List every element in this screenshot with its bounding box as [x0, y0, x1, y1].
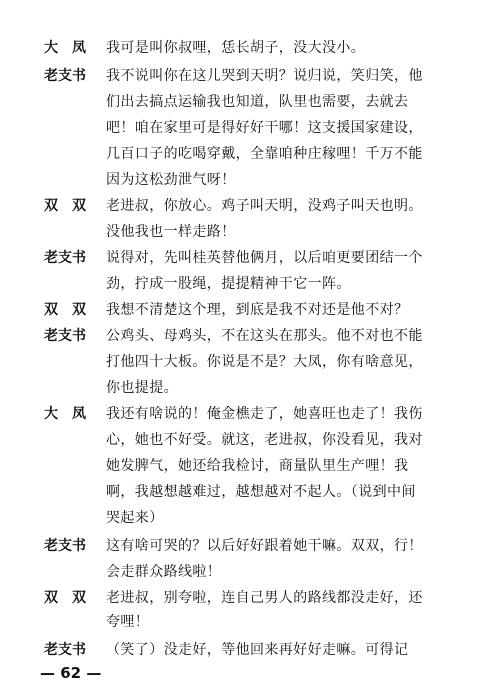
dialogue-text: 她发脾气，她还给我检讨，商量队里生产哩！我 [106, 458, 409, 474]
script-line [0, 38, 487, 58]
dialogue-text: 说得对，先叫桂英替他俩月，以后咱更要团结一个 [106, 250, 423, 266]
script-line [0, 118, 487, 138]
script-line [0, 456, 487, 476]
dialogue-text: 哭起来） [106, 510, 164, 526]
speaker-name: 老支书 [44, 250, 86, 266]
dialogue-text: 啊，我越想越难过，越想越对不起人。（说到中间 [106, 484, 416, 500]
script-line [0, 300, 487, 320]
dialogue-text: 你也提提。 [106, 380, 178, 396]
dialogue-text: 劲，拧成一股绳，提提精神干它一阵。 [106, 276, 351, 292]
dialogue-text: 老进叔，你放心。鸡子叫天明，没鸡子叫天也明。 [106, 198, 423, 214]
dialogue-text: 因为这松劲泄气呀！ [106, 172, 236, 188]
dialogue-text: 几百口子的吃喝穿戴，全靠咱种庄稼哩！千万不能 [106, 146, 423, 162]
script-line [0, 508, 487, 528]
script-line [0, 588, 487, 608]
dialogue-text: 夸哩！ [106, 614, 150, 630]
speaker-name: 大 凤 [44, 406, 86, 422]
script-line [0, 378, 487, 398]
script-line [0, 536, 487, 556]
script-line [0, 144, 487, 164]
page-number: — 62 — [40, 664, 102, 682]
dialogue-text: 打他四十大板。你说是不是？大凤，你有啥意见， [106, 354, 423, 370]
speaker-name: 老支书 [44, 328, 86, 344]
speaker-name: 双 双 [44, 302, 86, 318]
script-line [0, 430, 487, 450]
script-line [0, 612, 487, 632]
script-line [0, 66, 487, 86]
dialogue-text: 们出去搞点运输我也知道，队里也需要，去就去 [106, 94, 409, 110]
dialogue-text: （笑了）没走好，等他回来再好好走嘛。可得记 [106, 642, 409, 658]
script-line [0, 170, 487, 190]
dialogue-text: 老进叔，别夸啦，连自己男人的路线都没走好，还 [106, 590, 423, 606]
dialogue-text: 吧！咱在家里可是得好好干哪！这支援国家建设， [106, 120, 423, 136]
dialogue-text: 我不说叫你在这儿哭到天明？说归说，笑归笑，他 [106, 68, 423, 84]
script-line [0, 222, 487, 242]
script-line [0, 562, 487, 582]
script-line [0, 640, 487, 660]
script-line [0, 248, 487, 268]
dialogue-text: 我还有啥说的！俺金樵走了，她喜旺也走了！我伤 [106, 406, 423, 422]
speaker-name: 双 双 [44, 590, 86, 606]
script-line [0, 274, 487, 294]
script-line [0, 326, 487, 346]
speaker-name: 双 双 [44, 198, 86, 214]
script-line [0, 404, 487, 424]
speaker-name: 老支书 [44, 538, 86, 554]
script-line [0, 482, 487, 502]
script-line [0, 92, 487, 112]
dialogue-text: 公鸡头、母鸡头，不在这头在那头。他不对也不能 [106, 328, 423, 344]
dialogue-text: 这有啥可哭的？以后好好跟着她干嘛。双双，行！ [106, 538, 423, 554]
speaker-name: 大 凤 [44, 40, 86, 56]
speaker-name: 老支书 [44, 642, 86, 658]
dialogue-text: 我想不清楚这个理，到底是我不对还是他不对？ [106, 302, 409, 318]
speaker-name: 老支书 [44, 68, 86, 84]
dialogue-text: 会走群众路线啦！ [106, 564, 222, 580]
dialogue-text: 我可是叫你叔哩，恁长胡子，没大没小。 [106, 40, 366, 56]
script-line [0, 196, 487, 216]
script-line [0, 352, 487, 372]
dialogue-text: 没他我也一样走路！ [106, 224, 236, 240]
dialogue-text: 心，她也不好受。就这，老进叔，你没看见，我对 [106, 432, 423, 448]
